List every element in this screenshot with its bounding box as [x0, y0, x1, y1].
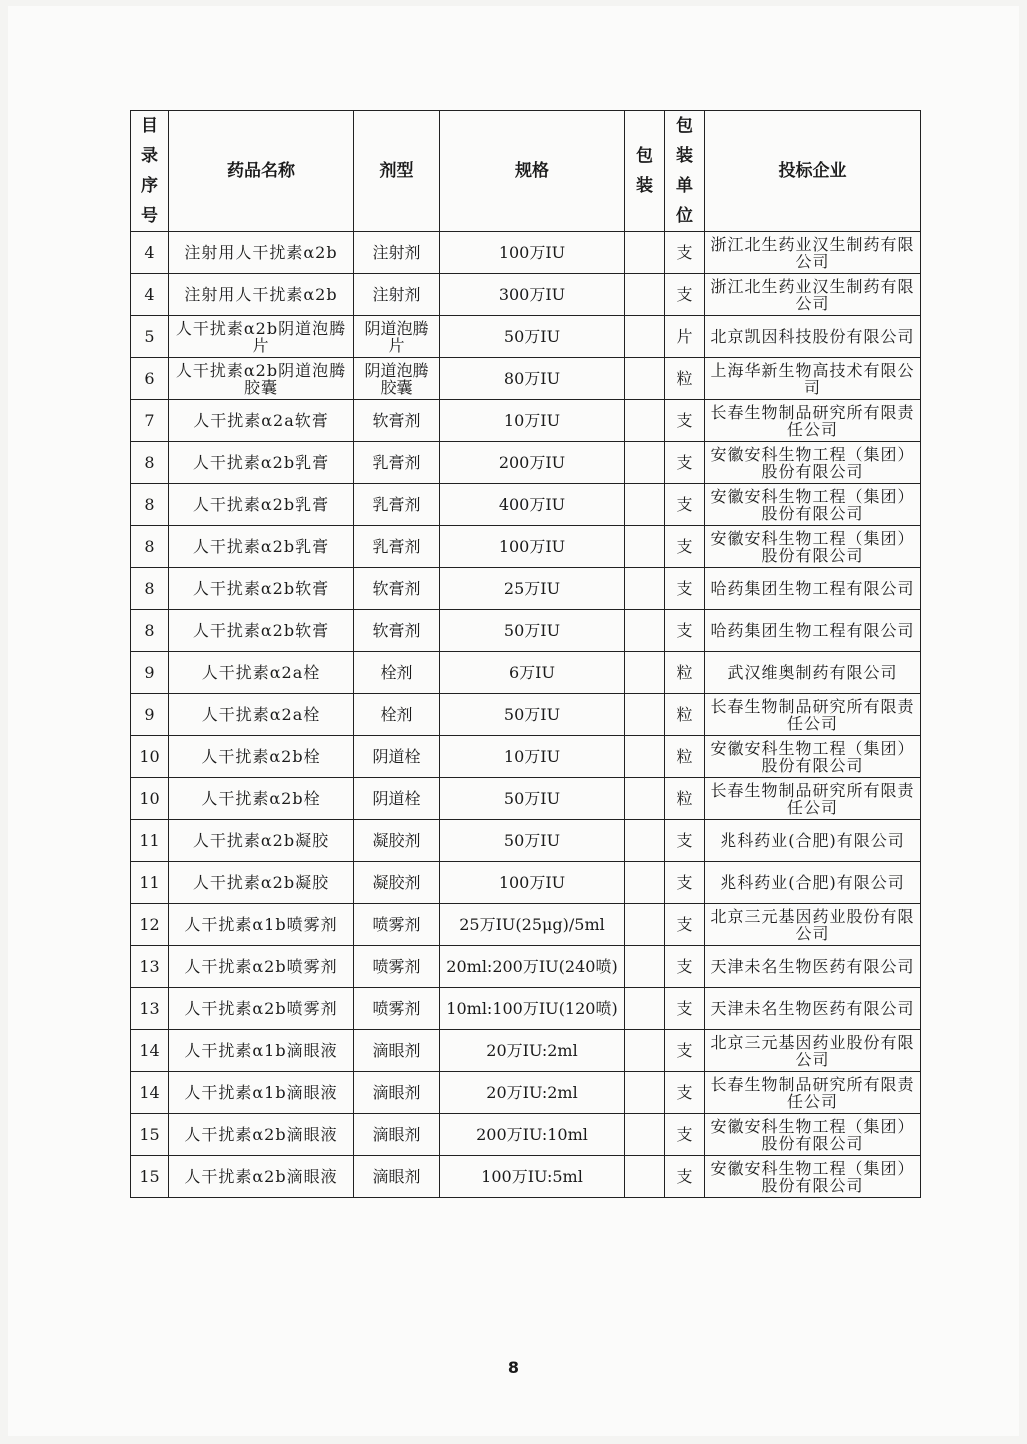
cell-drug-name: 人干扰素α2b乳膏: [169, 526, 354, 568]
cell-index: 8: [131, 442, 169, 484]
cell-pack-unit: 支: [665, 1156, 705, 1198]
cell-pack: [625, 526, 665, 568]
cell-spec: 80万IU: [440, 358, 625, 400]
table-row: [131, 484, 921, 526]
cell-drug-name: 人干扰素α2a软膏: [169, 400, 354, 442]
header-spec: 规格: [440, 111, 625, 232]
cell-index: 13: [131, 988, 169, 1030]
cell-pack-unit: 支: [665, 232, 705, 274]
cell-pack: [625, 778, 665, 820]
cell-dosage-form: 阴道泡腾胶囊: [354, 358, 440, 400]
cell-drug-name: 人干扰素α2a栓: [169, 694, 354, 736]
table-row: [131, 610, 921, 652]
table-row: [131, 568, 921, 610]
cell-index: 10: [131, 778, 169, 820]
cell-pack-unit: 粒: [665, 778, 705, 820]
cell-pack-unit: 支: [665, 904, 705, 946]
table-row: [131, 1114, 921, 1156]
cell-spec: 20万IU:2ml: [440, 1030, 625, 1072]
cell-dosage-form: 阴道栓: [354, 736, 440, 778]
cell-dosage-form: 凝胶剂: [354, 820, 440, 862]
cell-dosage-form: 乳膏剂: [354, 526, 440, 568]
cell-drug-name: 注射用人干扰素α2b: [169, 274, 354, 316]
cell-index: 9: [131, 694, 169, 736]
cell-spec: 6万IU: [440, 652, 625, 694]
cell-pack-unit: 片: [665, 316, 705, 358]
cell-pack-unit: 支: [665, 862, 705, 904]
cell-company: 天津未名生物医药有限公司: [705, 946, 921, 988]
cell-company: 安徽安科生物工程（集团）股份有限公司: [705, 1114, 921, 1156]
table-row: [131, 400, 921, 442]
cell-company: 兆科药业(合肥)有限公司: [705, 862, 921, 904]
cell-pack-unit: 支: [665, 400, 705, 442]
cell-company: 北京凯因科技股份有限公司: [705, 316, 921, 358]
cell-pack-unit: 支: [665, 946, 705, 988]
cell-company: 安徽安科生物工程（集团）股份有限公司: [705, 484, 921, 526]
cell-company: 兆科药业(合肥)有限公司: [705, 820, 921, 862]
cell-index: 5: [131, 316, 169, 358]
table-row: [131, 946, 921, 988]
cell-company: 安徽安科生物工程（集团）股份有限公司: [705, 442, 921, 484]
cell-company: 天津未名生物医药有限公司: [705, 988, 921, 1030]
cell-drug-name: 注射用人干扰素α2b: [169, 232, 354, 274]
cell-company: 安徽安科生物工程（集团）股份有限公司: [705, 1156, 921, 1198]
cell-drug-name: 人干扰素α2b乳膏: [169, 484, 354, 526]
cell-company: 长春生物制品研究所有限责任公司: [705, 1072, 921, 1114]
cell-pack: [625, 1072, 665, 1114]
cell-spec: 100万IU: [440, 862, 625, 904]
cell-index: 7: [131, 400, 169, 442]
cell-pack: [625, 694, 665, 736]
cell-dosage-form: 注射剂: [354, 274, 440, 316]
cell-pack-unit: 支: [665, 568, 705, 610]
table-row: [131, 820, 921, 862]
cell-dosage-form: 滴眼剂: [354, 1114, 440, 1156]
cell-pack-unit: 支: [665, 820, 705, 862]
cell-pack: [625, 904, 665, 946]
cell-pack: [625, 316, 665, 358]
table-row: [131, 316, 921, 358]
cell-drug-name: 人干扰素α1b滴眼液: [169, 1072, 354, 1114]
cell-spec: 50万IU: [440, 694, 625, 736]
cell-pack-unit: 粒: [665, 736, 705, 778]
cell-dosage-form: 乳膏剂: [354, 442, 440, 484]
cell-dosage-form: 喷雾剂: [354, 988, 440, 1030]
cell-dosage-form: 注射剂: [354, 232, 440, 274]
table-body: [131, 232, 921, 1198]
cell-drug-name: 人干扰素α2a栓: [169, 652, 354, 694]
cell-pack: [625, 1030, 665, 1072]
cell-dosage-form: 阴道栓: [354, 778, 440, 820]
cell-dosage-form: 喷雾剂: [354, 904, 440, 946]
cell-drug-name: 人干扰素α2b滴眼液: [169, 1114, 354, 1156]
drug-bid-table: [130, 110, 921, 1198]
cell-index: 10: [131, 736, 169, 778]
cell-pack-unit: 粒: [665, 652, 705, 694]
cell-spec: 100万IU:5ml: [440, 1156, 625, 1198]
cell-index: 13: [131, 946, 169, 988]
cell-dosage-form: 栓剂: [354, 694, 440, 736]
cell-dosage-form: 滴眼剂: [354, 1072, 440, 1114]
cell-pack: [625, 988, 665, 1030]
cell-drug-name: 人干扰素α2b软膏: [169, 568, 354, 610]
cell-drug-name: 人干扰素α2b喷雾剂: [169, 988, 354, 1030]
cell-index: 6: [131, 358, 169, 400]
cell-spec: 50万IU: [440, 820, 625, 862]
cell-company: 哈药集团生物工程有限公司: [705, 610, 921, 652]
cell-pack: [625, 232, 665, 274]
cell-index: 8: [131, 526, 169, 568]
header-unit: 包装单位: [665, 111, 705, 232]
header-company: 投标企业: [705, 111, 921, 232]
cell-dosage-form: 软膏剂: [354, 400, 440, 442]
cell-spec: 400万IU: [440, 484, 625, 526]
cell-index: 9: [131, 652, 169, 694]
cell-pack: [625, 484, 665, 526]
header-form: 剂型: [354, 111, 440, 232]
cell-drug-name: 人干扰素α2b栓: [169, 736, 354, 778]
cell-drug-name: 人干扰素α2b滴眼液: [169, 1156, 354, 1198]
cell-pack: [625, 736, 665, 778]
cell-pack: [625, 568, 665, 610]
cell-index: 4: [131, 232, 169, 274]
cell-company: 安徽安科生物工程（集团）股份有限公司: [705, 736, 921, 778]
cell-spec: 200万IU: [440, 442, 625, 484]
cell-pack: [625, 820, 665, 862]
cell-pack-unit: 支: [665, 274, 705, 316]
cell-spec: 10万IU: [440, 736, 625, 778]
cell-pack-unit: 粒: [665, 358, 705, 400]
table-row: [131, 736, 921, 778]
cell-pack: [625, 358, 665, 400]
cell-dosage-form: 栓剂: [354, 652, 440, 694]
cell-drug-name: 人干扰素α2b凝胶: [169, 820, 354, 862]
cell-dosage-form: 喷雾剂: [354, 946, 440, 988]
table-row: [131, 358, 921, 400]
cell-drug-name: 人干扰素α2b喷雾剂: [169, 946, 354, 988]
cell-dosage-form: 凝胶剂: [354, 862, 440, 904]
table-row: [131, 442, 921, 484]
cell-drug-name: 人干扰素α2b阴道泡腾片: [169, 316, 354, 358]
cell-dosage-form: 滴眼剂: [354, 1030, 440, 1072]
cell-company: 长春生物制品研究所有限责任公司: [705, 694, 921, 736]
cell-pack: [625, 442, 665, 484]
table-row: [131, 1156, 921, 1198]
cell-index: 15: [131, 1156, 169, 1198]
cell-company: 北京三元基因药业股份有限公司: [705, 904, 921, 946]
table-row: [131, 274, 921, 316]
cell-pack-unit: 支: [665, 1072, 705, 1114]
cell-spec: 100万IU: [440, 232, 625, 274]
cell-drug-name: 人干扰素α2b栓: [169, 778, 354, 820]
table-row: [131, 778, 921, 820]
header-index: 目录序号: [131, 111, 169, 232]
cell-pack-unit: 支: [665, 1114, 705, 1156]
table-row: [131, 988, 921, 1030]
cell-index: 11: [131, 862, 169, 904]
cell-pack: [625, 1114, 665, 1156]
cell-spec: 10ml:100万IU(120喷): [440, 988, 625, 1030]
cell-pack: [625, 610, 665, 652]
cell-pack-unit: 支: [665, 484, 705, 526]
header-name: 药品名称: [169, 111, 354, 232]
cell-index: 4: [131, 274, 169, 316]
cell-company: 上海华新生物高技术有限公司: [705, 358, 921, 400]
cell-spec: 20ml:200万IU(240喷): [440, 946, 625, 988]
cell-spec: 10万IU: [440, 400, 625, 442]
table-row: [131, 1030, 921, 1072]
cell-index: 14: [131, 1030, 169, 1072]
table-row: [131, 526, 921, 568]
cell-spec: 50万IU: [440, 610, 625, 652]
table-row: [131, 652, 921, 694]
cell-pack: [625, 1156, 665, 1198]
cell-drug-name: 人干扰素α2b软膏: [169, 610, 354, 652]
cell-pack: [625, 946, 665, 988]
cell-spec: 50万IU: [440, 316, 625, 358]
cell-pack: [625, 274, 665, 316]
table-header-row: [131, 111, 921, 232]
cell-pack: [625, 400, 665, 442]
cell-company: 武汉维奥制药有限公司: [705, 652, 921, 694]
cell-pack: [625, 862, 665, 904]
cell-company: 北京三元基因药业股份有限公司: [705, 1030, 921, 1072]
cell-pack: [625, 652, 665, 694]
table-row: [131, 232, 921, 274]
cell-pack-unit: 支: [665, 526, 705, 568]
cell-spec: 50万IU: [440, 778, 625, 820]
cell-company: 浙江北生药业汉生制药有限公司: [705, 274, 921, 316]
cell-dosage-form: 阴道泡腾片: [354, 316, 440, 358]
cell-dosage-form: 软膏剂: [354, 610, 440, 652]
cell-index: 11: [131, 820, 169, 862]
cell-spec: 25万IU: [440, 568, 625, 610]
cell-dosage-form: 滴眼剂: [354, 1156, 440, 1198]
cell-spec: 300万IU: [440, 274, 625, 316]
cell-company: 安徽安科生物工程（集团）股份有限公司: [705, 526, 921, 568]
cell-dosage-form: 乳膏剂: [354, 484, 440, 526]
cell-spec: 20万IU:2ml: [440, 1072, 625, 1114]
cell-spec: 200万IU:10ml: [440, 1114, 625, 1156]
cell-pack-unit: 支: [665, 988, 705, 1030]
table-row: [131, 1072, 921, 1114]
cell-pack-unit: 支: [665, 1030, 705, 1072]
cell-spec: 25万IU(25μg)/5ml: [440, 904, 625, 946]
cell-company: 长春生物制品研究所有限责任公司: [705, 400, 921, 442]
page-number: 8: [507, 1358, 520, 1377]
table-row: [131, 694, 921, 736]
cell-pack-unit: 支: [665, 610, 705, 652]
cell-drug-name: 人干扰素α1b滴眼液: [169, 1030, 354, 1072]
cell-company: 浙江北生药业汉生制药有限公司: [705, 232, 921, 274]
table-row: [131, 862, 921, 904]
cell-index: 12: [131, 904, 169, 946]
cell-pack-unit: 粒: [665, 694, 705, 736]
cell-company: 长春生物制品研究所有限责任公司: [705, 778, 921, 820]
table-row: [131, 904, 921, 946]
cell-drug-name: 人干扰素α2b凝胶: [169, 862, 354, 904]
cell-drug-name: 人干扰素α2b乳膏: [169, 442, 354, 484]
cell-index: 15: [131, 1114, 169, 1156]
cell-drug-name: 人干扰素α2b阴道泡腾胶囊: [169, 358, 354, 400]
cell-spec: 100万IU: [440, 526, 625, 568]
cell-index: 14: [131, 1072, 169, 1114]
cell-drug-name: 人干扰素α1b喷雾剂: [169, 904, 354, 946]
cell-index: 8: [131, 568, 169, 610]
cell-pack-unit: 支: [665, 442, 705, 484]
cell-company: 哈药集团生物工程有限公司: [705, 568, 921, 610]
cell-index: 8: [131, 484, 169, 526]
cell-dosage-form: 软膏剂: [354, 568, 440, 610]
header-pack: 包装: [625, 111, 665, 232]
cell-index: 8: [131, 610, 169, 652]
